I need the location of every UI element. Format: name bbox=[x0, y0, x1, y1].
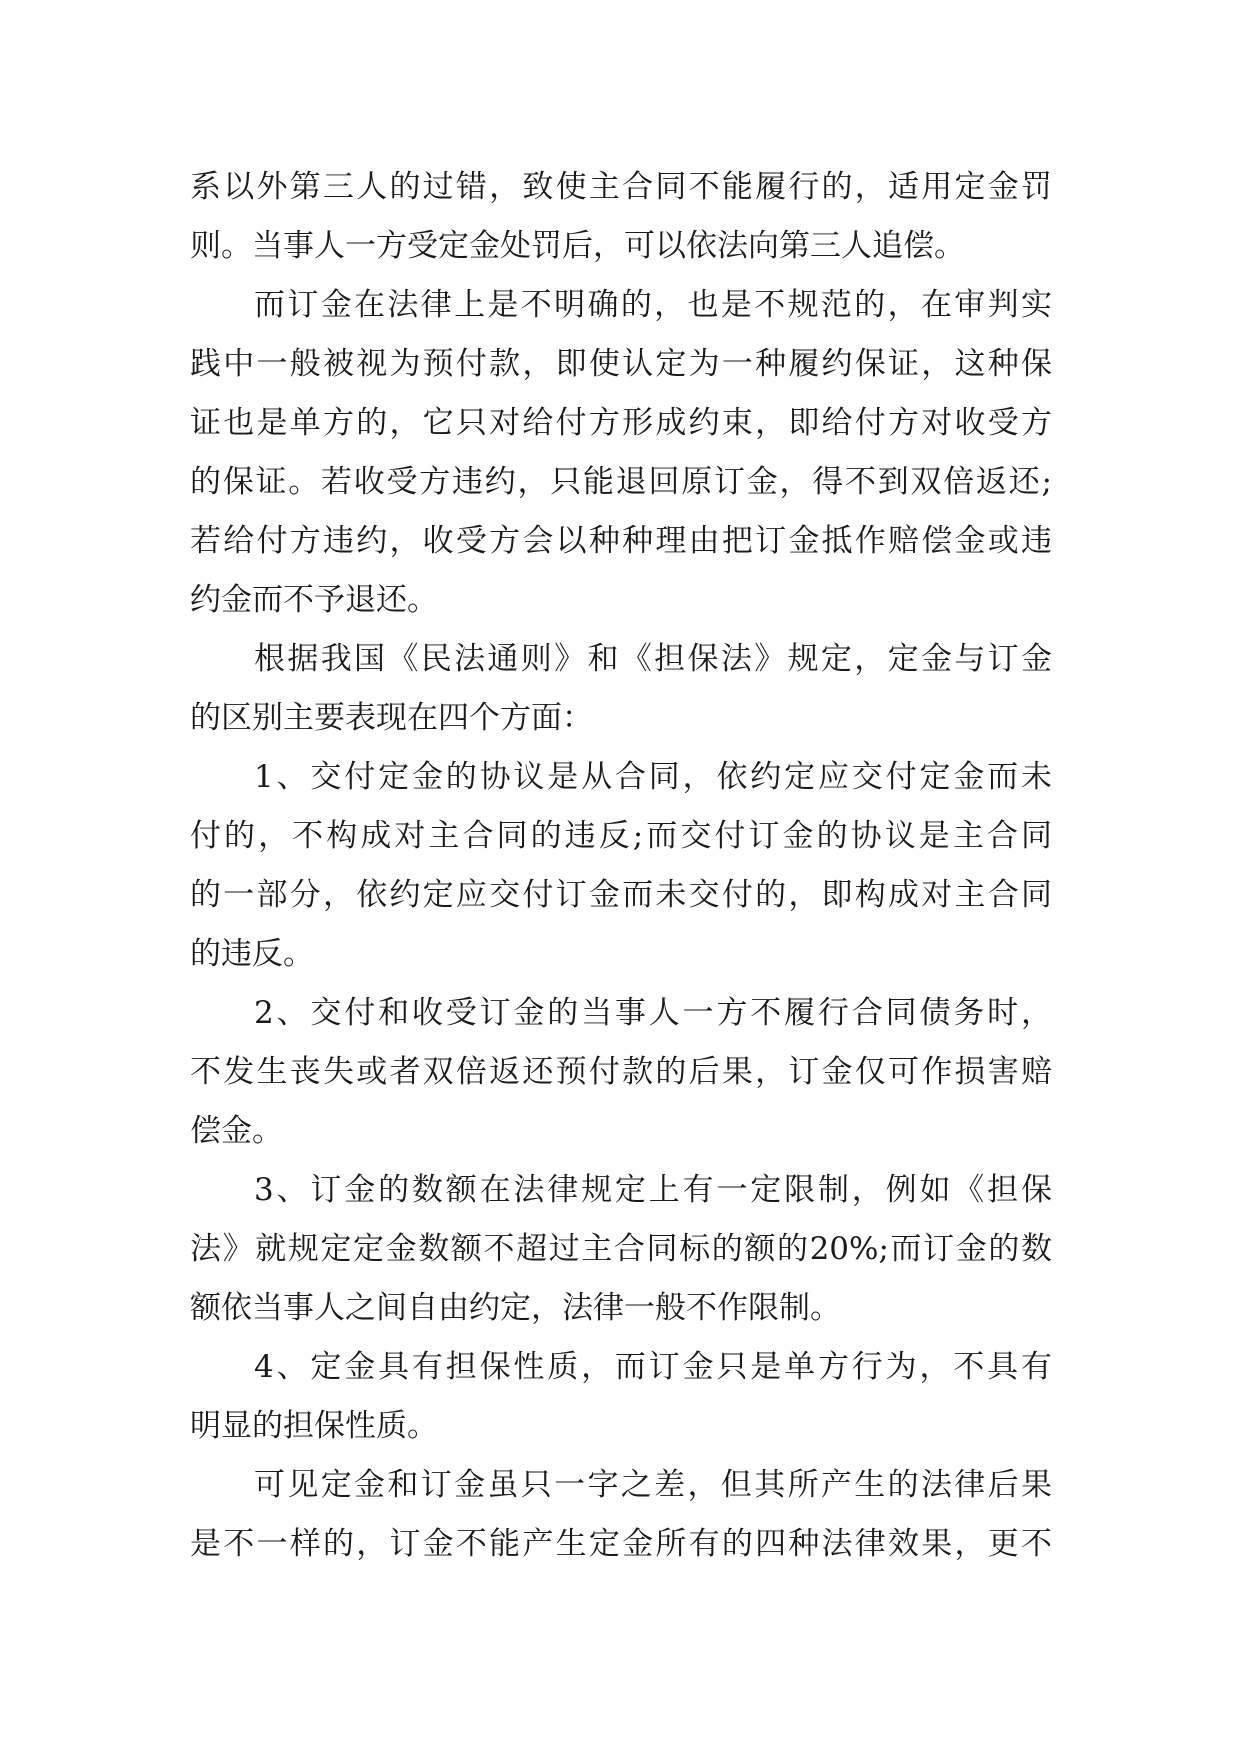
text-line: 明显的担保性质。 bbox=[190, 1408, 438, 1444]
text-line: 偿金。 bbox=[190, 1113, 283, 1149]
text-line: 根据我国《民法通则》和《担保法》规定，定金与订金 bbox=[254, 641, 1052, 677]
text-line: 付的，不构成对主合同的违反;而交付订金的协议是主合同 bbox=[190, 818, 1052, 854]
text-line: 约金而不予退还。 bbox=[190, 582, 438, 618]
text-line: 的违反。 bbox=[190, 936, 314, 972]
text-line: 系以外第三人的过错，致使主合同不能履行的，适用定金罚 bbox=[190, 169, 1052, 205]
text-line: 1、交付定金的协议是从合同，依约定应交付定金而未 bbox=[254, 759, 1052, 795]
text-line: 不发生丧失或者双倍返还预付款的后果，订金仅可作损害赔 bbox=[190, 1054, 1052, 1090]
text-line: 证也是单方的，它只对给付方形成约束，即给付方对收受方 bbox=[190, 405, 1052, 441]
text-line: 3、订金的数额在法律规定上有一定限制，例如《担保 bbox=[254, 1172, 1052, 1208]
text-line: 践中一般被视为预付款，即使认定为一种履约保证，这种保 bbox=[190, 346, 1052, 382]
text-line: 而订金在法律上是不明确的，也是不规范的，在审判实 bbox=[254, 287, 1052, 323]
text-line: 的保证。若收受方违约，只能退回原订金，得不到双倍返还; bbox=[190, 464, 1052, 500]
text-line: 法》就规定定金数额不超过主合同标的额的20%;而订金的数 bbox=[190, 1231, 1052, 1267]
text-line: 则。当事人一方受定金处罚后，可以依法向第三人追偿。 bbox=[190, 228, 965, 264]
text-line: 是不一样的，订金不能产生定金所有的四种法律效果，更不 bbox=[190, 1526, 1052, 1562]
text-line: 额依当事人之间自由约定，法律一般不作限制。 bbox=[190, 1290, 841, 1326]
text-line: 4、定金具有担保性质，而订金只是单方行为，不具有 bbox=[254, 1349, 1052, 1385]
text-line: 的区别主要表现在四个方面： bbox=[190, 700, 593, 736]
text-line: 若给付方违约，收受方会以种种理由把订金抵作赔偿金或违 bbox=[190, 523, 1052, 559]
text-line: 可见定金和订金虽只一字之差，但其所产生的法律后果 bbox=[254, 1467, 1052, 1503]
document-body bbox=[190, 158, 1052, 1574]
text-line: 的一部分，依约定应交付订金而未交付的，即构成对主合同 bbox=[190, 877, 1052, 913]
text-line: 2、交付和收受订金的当事人一方不履行合同债务时， bbox=[254, 995, 1052, 1031]
